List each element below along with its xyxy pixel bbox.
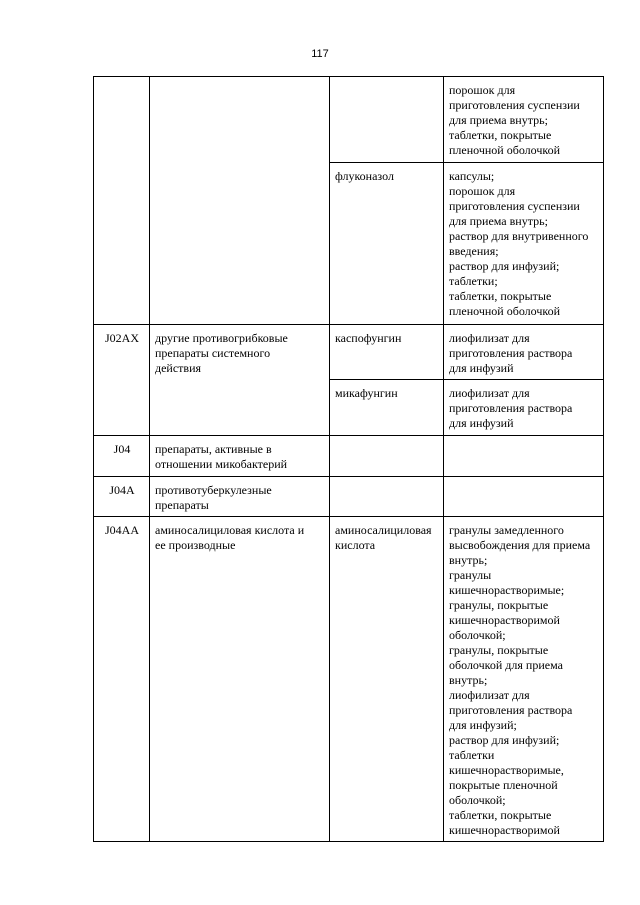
drug-name-cell (330, 477, 444, 517)
group-name-cell: аминосалициловая кислота и ее производные (150, 517, 330, 842)
atc-code-cell: J04AA (94, 517, 150, 842)
group-name-cell (150, 77, 330, 325)
table-row (94, 325, 604, 380)
atc-code-cell (94, 77, 150, 325)
table-row (94, 436, 604, 477)
atc-code-cell: J04 (94, 436, 150, 477)
dosage-forms-cell: лиофилизат для приготовления раствора для инфузий (444, 325, 604, 380)
table-row (94, 77, 604, 163)
table-row (94, 517, 604, 842)
dosage-forms-cell (444, 436, 604, 477)
dosage-forms-cell: гранулы замедленного высвобождения для приема внутрь; гранулы кишечнорастворимые; гранулы, покрытые кишечнорастворимой оболочкой; гранулы, покрытые оболочкой для приема внутрь; лиофилизат для приготовления раствора для инфузий; раствор для инфузий; таблетки кишечнорастворимые, покрытые пленочной оболочкой; таблетки, покрытые кишечнорастворимой (444, 517, 604, 842)
atc-code-cell: J02AX (94, 325, 150, 436)
drug-name-cell: флуконазол (330, 163, 444, 325)
drug-name-cell: каспофунгин (330, 325, 444, 380)
dosage-forms-cell (444, 477, 604, 517)
dosage-forms-cell: лиофилизат для приготовления раствора для инфузий (444, 380, 604, 436)
drug-name-cell (330, 436, 444, 477)
drug-name-cell: микафунгин (330, 380, 444, 436)
dosage-forms-cell: порошок для приготовления суспензии для приема внутрь; таблетки, покрытые пленочной оболочкой (444, 77, 604, 163)
page-number: 117 (311, 48, 329, 60)
dosage-forms-cell: капсулы; порошок для приготовления суспензии для приема внутрь; раствор для внутривенного введения; раствор для инфузий; таблетки; таблетки, покрытые пленочной оболочкой (444, 163, 604, 325)
table-row (94, 477, 604, 517)
group-name-cell: препараты, активные в отношении микобактерий (150, 436, 330, 477)
drug-name-cell: аминосалициловая кислота (330, 517, 444, 842)
group-name-cell: противотуберкулезные препараты (150, 477, 330, 517)
drug-name-cell (330, 77, 444, 163)
atc-code-cell: J04A (94, 477, 150, 517)
drug-classification-table (93, 76, 604, 842)
group-name-cell: другие противогрибковые препараты системного действия (150, 325, 330, 436)
